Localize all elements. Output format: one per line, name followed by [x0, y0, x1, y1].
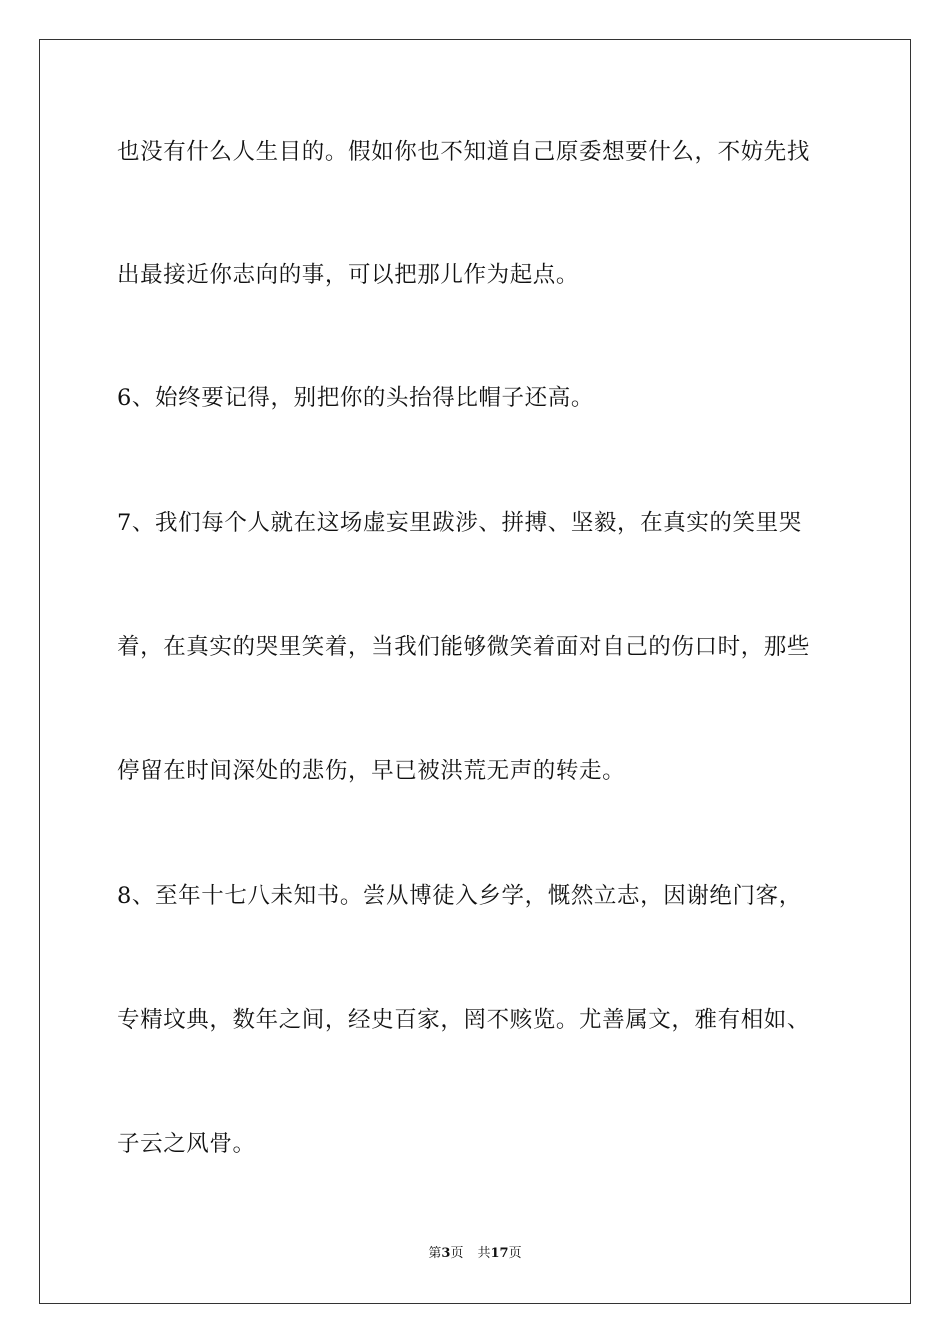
text-line-1: 也没有什么人生目的。假如你也不知道自己原委想要什么，不妨先找: [117, 139, 811, 165]
page-footer: [0, 1244, 950, 1264]
text-line-6: 停留在时间深处的悲伤，早已被洪荒无声的转走。: [117, 758, 626, 784]
page-prefix: 第: [428, 1246, 442, 1261]
total-suffix: 页: [508, 1246, 522, 1261]
page-suffix: 页: [450, 1246, 464, 1261]
text-line-5: 着，在真实的哭里笑着，当我们能够微笑着面对自己的伤口时，那些: [117, 634, 811, 660]
page-border: [39, 39, 911, 1304]
text-line-7: 8、至年十七八未知书。尝从博徒入乡学，慨然立志，因谢绝门客，: [117, 883, 802, 909]
total-pages: 17: [490, 1246, 509, 1261]
total-prefix: 共: [477, 1246, 491, 1261]
text-line-8: 专精坟典，数年之间，经史百家，罔不赅览。尤善属文，雅有相如、: [117, 1007, 811, 1033]
page-number: 3: [441, 1246, 451, 1261]
text-line-3: 6、始终要记得，别把你的头抬得比帽子还高。: [117, 385, 594, 411]
text-line-9: 子云之风骨。: [117, 1131, 256, 1157]
text-line-2: 出最接近你志向的事，可以把那儿作为起点。: [117, 262, 580, 288]
text-line-4: 7、我们每个人就在这场虚妄里跋涉、拼搏、坚毅，在真实的笑里哭: [117, 510, 802, 536]
